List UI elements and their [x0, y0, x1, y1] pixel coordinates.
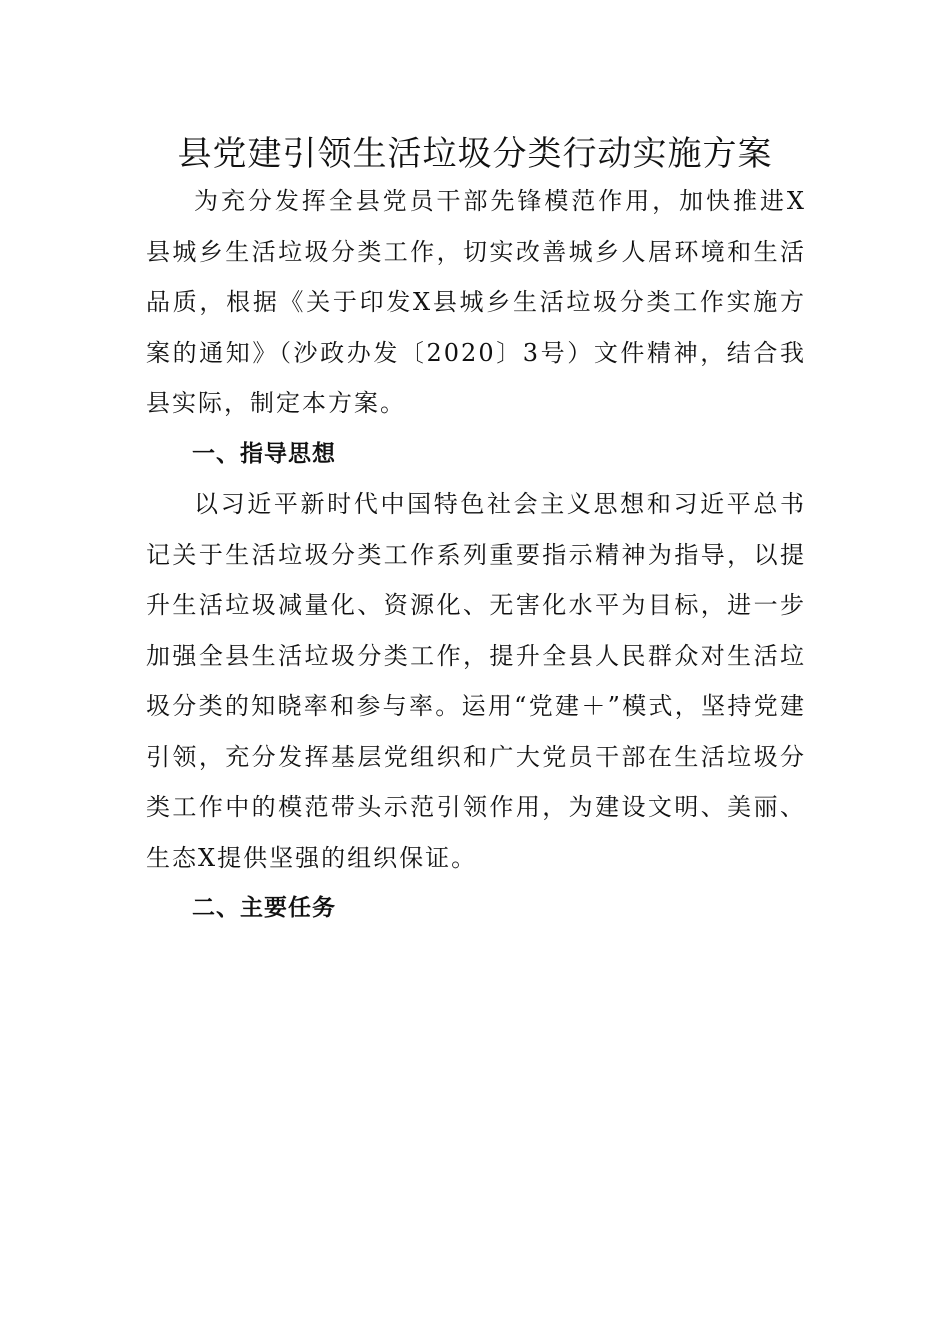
section-heading-main-tasks: 二、主要任务	[192, 895, 336, 921]
document-title: 县党建引领生活垃圾分类行动实施方案	[177, 134, 773, 174]
guiding-ideology-paragraph: 以习近平新时代中国特色社会主义思想和习近平总书记关于生活垃圾分类工作系列重要指示精神为指导，以提升生活垃圾减量化、资源化、无害化水平为目标，进一步加强全县生活垃圾分类工作，提升全县人民群众对生活垃圾分类的知晓率和参与率。运用“党建＋”模式，坚持党建引领，充分发挥基层党组织和广大党员干部在生活垃圾分类工作中的模范带头示范引领作用，为建设文明、美丽、生态X提供坚强的组织保证。	[146, 490, 806, 872]
document-body	[146, 176, 806, 934]
section-heading-guiding-ideology: 一、指导思想	[192, 440, 336, 467]
intro-paragraph: 为充分发挥全县党员干部先锋模范作用，加快推进X县城乡生活垃圾分类工作，切实改善城乡人居环境和生活品质，根据《关于印发X县城乡生活垃圾分类工作实施方案的通知》（沙政办发〔2020〕3号）文件精神，结合我县实际，制定本方案。	[146, 187, 806, 417]
